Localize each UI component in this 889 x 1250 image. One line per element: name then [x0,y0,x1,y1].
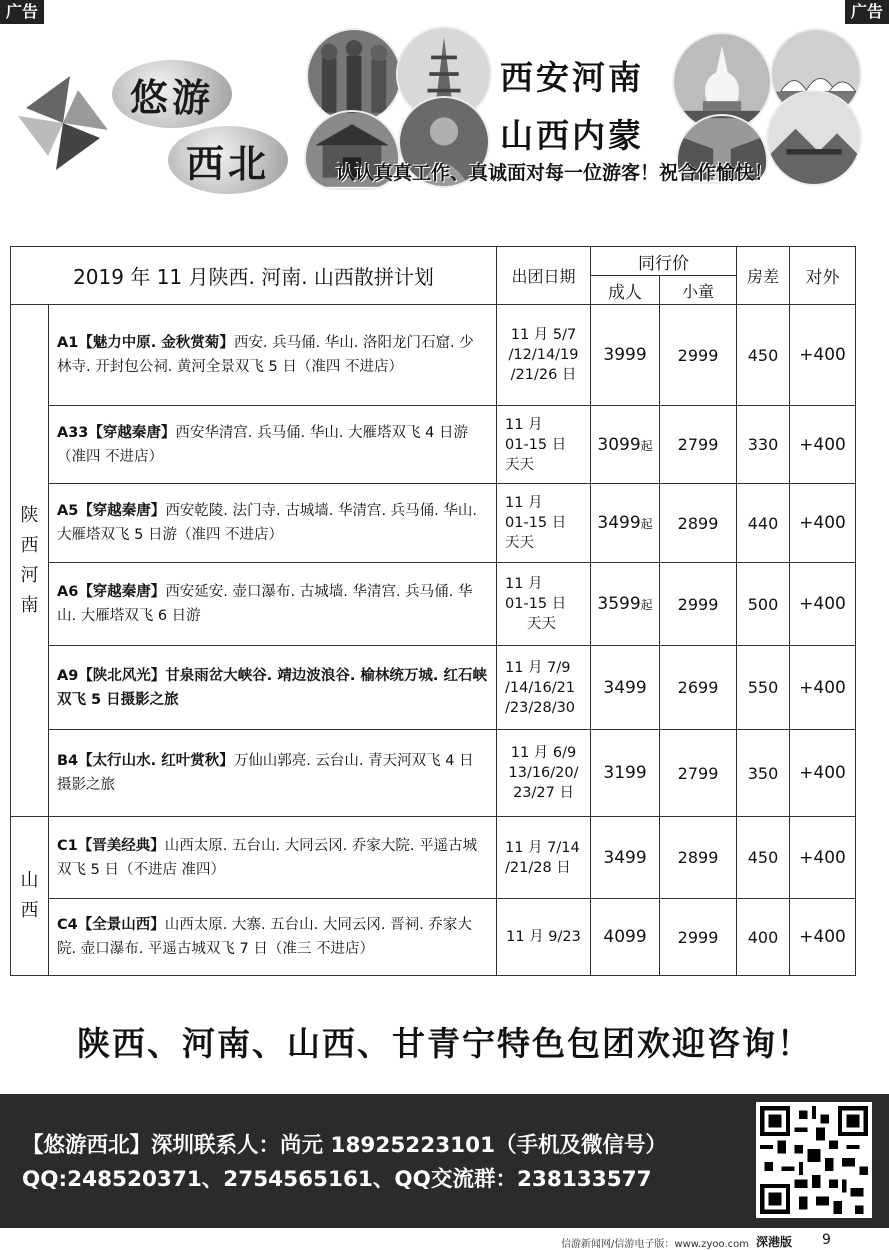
date-line: 01-15 日 [505,436,567,453]
date-line: 天天 [527,616,557,632]
table-row [11,563,856,646]
adult-price-value: 3499 [603,677,647,698]
date-line: 01-15 日 [505,515,567,531]
tour-name: 【太行山水. 红叶赏秋】 [78,753,234,769]
tour-description [49,646,497,730]
tour-name: 【穿越秦唐】 [78,503,166,519]
tour-name: 【陕北风光】 [78,667,166,684]
adult-price-value: 3099 [597,434,641,455]
date-line: 11 月 [505,495,543,511]
region-char: 西 [20,534,39,556]
date-line: /12/14/19 [508,347,579,363]
date-line: 11 月 9/23 [506,929,581,945]
tour-name: 【晋美经典】 [77,837,165,854]
date-line: 11 月 5/7 [510,327,577,343]
tour-description [49,730,497,817]
room-difference: 450 [737,817,790,899]
table-row [11,817,856,899]
adult-price-value: 3499 [603,847,647,868]
departure-dates [497,899,591,976]
price-from-suffix: 起 [640,598,653,612]
tour-route: 万仙山郭亮. 云台山. 青天河双飞 4 日摄影之旅 [57,753,474,793]
departure-dates [497,730,591,817]
table-row [11,646,856,730]
external-markup: +400 [790,817,856,899]
tour-description [49,406,497,484]
external-markup: +400 [790,899,856,976]
date-line: /21/28 日 [505,859,571,876]
page-number: 9 [822,1232,831,1248]
child-price: 2999 [660,305,737,406]
tour-description [49,484,497,563]
tour-description [49,899,497,976]
table-row [11,305,856,406]
date-line: 天天 [505,535,535,551]
adult-price-value: 3999 [603,345,647,365]
adult-price [591,817,660,899]
tour-name: 【魅力中原. 金秋赏菊】 [78,335,234,351]
edition-label: 深港版 [756,1235,793,1249]
external-markup: +400 [790,646,856,730]
tour-route: 西安. 兵马俑. 华山. 洛阳龙门石窟. 少林寺. 开封包公祠. 黄河全景双飞 5 日（准四 不进店） [57,335,474,375]
region-char: 陕 [20,504,39,526]
tour-route: 西安华清宫. 兵马俑. 华山. 大雁塔双飞 4 日游（准四 不进店） [57,424,469,465]
tour-code: C1 [57,837,78,854]
external-markup: +400 [790,730,856,817]
departure-dates [497,406,591,484]
date-line: /23/28/30 [505,699,576,716]
date-line: 23/27 日 [513,785,574,801]
price-from-suffix: 起 [640,438,653,453]
website-credit: 信游新闻网/信游电子版：www.zyoo.com [561,1239,749,1250]
child-price: 2899 [660,817,737,899]
adult-price [591,305,660,406]
region-shaanxi-henan [11,305,49,817]
tour-code: A1 [57,335,79,351]
slogan-text: 认认真真工作、真诚面对每一位游客！祝合作愉快！ [336,162,774,184]
adult-price [591,484,660,563]
date-line: 11 月 6/9 [510,745,577,761]
tour-code: A6 [57,584,79,600]
departure-dates [497,817,591,899]
adult-price [591,406,660,484]
tour-name: 【穿越秦唐】 [78,584,166,600]
tour-code: A9 [57,667,79,684]
room-difference: 330 [737,406,790,484]
table-row [11,484,856,563]
tour-code: A5 [57,503,79,519]
date-line: /21/26 日 [510,367,577,383]
child-price: 2799 [660,406,737,484]
tour-code: C4 [57,917,78,933]
external-markup: +400 [790,305,856,406]
date-line: 11 月 7/9 [505,659,571,676]
welcome-banner: 陕西、河南、山西、甘青宁特色包团欢迎咨询！ [77,1024,812,1063]
adult-price-value: 3199 [603,763,647,783]
table-title: 2019 年 11 月陕西. 河南. 山西散拼计划 [11,247,497,305]
qr-code-icon[interactable] [756,1102,872,1218]
room-difference: 450 [737,305,790,406]
contact-qq: QQ:248520371、2754565161、QQ交流群：238133577 [22,1167,652,1192]
region-char: 南 [20,594,39,616]
header-adult: 成人 [591,276,660,305]
date-line: 13/16/20/ [508,765,579,781]
external-markup: +400 [790,563,856,646]
header-child: 小童 [660,276,737,305]
contact-footer [0,1094,889,1228]
date-line: 11 月 7/14 [505,839,580,856]
child-price: 2999 [660,899,737,976]
departure-dates [497,305,591,406]
header-peer-price: 同行价 [591,247,737,276]
tour-name: 【全景山西】 [77,917,165,933]
room-difference: 350 [737,730,790,817]
destination-line-2: 山西内蒙 [500,116,644,155]
adult-price-value: 3499 [597,513,641,533]
tour-description [49,563,497,646]
table-row [11,406,856,484]
departure-dates [497,563,591,646]
header-external: 对外 [790,247,856,305]
destination-line-1: 西安河南 [500,58,644,97]
child-price: 2699 [660,646,737,730]
brand-line-1: 悠游 [112,60,232,128]
external-markup: +400 [790,484,856,563]
tour-route: 山西太原. 大寨. 五台山. 大同云冈. 晋祠. 乔家大院. 壶口瀑布. 平遥古城双飞 7 日（准三 不进店） [57,917,472,957]
region-char: 西 [20,900,39,921]
adult-price-value: 4099 [603,927,647,947]
tour-name: 【穿越秦唐】 [88,424,176,441]
room-difference: 400 [737,899,790,976]
adult-price [591,646,660,730]
tour-code: A33 [57,424,89,441]
tour-plan-table [10,246,856,976]
header-room: 房差 [737,247,790,305]
departure-dates [497,646,591,730]
ad-label-right: 广告 [845,0,889,24]
brand-logo [112,60,302,190]
header-date: 出团日期 [497,247,591,305]
adult-price [591,730,660,817]
tour-route: 山西太原. 五台山. 大同云冈. 乔家大院. 平遥古城双飞 5 日（不进店 准四） [57,837,478,878]
price-from-suffix: 起 [640,517,653,531]
date-line: 天天 [505,456,535,473]
room-difference: 550 [737,646,790,730]
region-char: 山 [20,870,39,891]
tour-description [49,817,497,899]
adult-price [591,563,660,646]
date-line: 11 月 [505,576,543,592]
table-row [11,730,856,817]
brand-line-2: 西北 [168,126,288,194]
child-price: 2999 [660,563,737,646]
child-price: 2799 [660,730,737,817]
tour-route: 西安延安. 壶口瀑布. 古城墙. 华清宫. 兵马俑. 华山. 大雁塔双飞 6 日游 [57,584,473,624]
adult-price [591,899,660,976]
date-line: /14/16/21 [505,679,576,696]
external-markup: +400 [790,406,856,484]
contact-person: 【悠游西北】深圳联系人：尚元 18925223101（手机及微信号） [22,1133,668,1158]
tour-route: 西安乾陵. 法门寺. 古城墙. 华清宫. 兵马俑. 华山. 大雁塔双飞 5 日游（准四 不进店） [57,503,478,543]
child-price: 2899 [660,484,737,563]
date-line: 01-15 日 [505,596,567,612]
room-difference: 500 [737,563,790,646]
room-difference: 440 [737,484,790,563]
region-char: 河 [20,564,39,586]
header-banner [0,24,889,192]
tour-code: B4 [57,753,79,769]
tour-description [49,305,497,406]
tour-route: 甘泉雨岔大峡谷. 靖边波浪谷. 榆林统万城. 红石峡双飞 5 日摄影之旅 [57,667,487,708]
departure-dates [497,484,591,563]
adult-price-value: 3599 [597,594,641,614]
logo-icon [8,68,118,178]
ad-label-left: 广告 [0,0,44,24]
region-shanxi [11,817,49,976]
table-row [11,899,856,976]
date-line: 11 月 [505,416,543,433]
